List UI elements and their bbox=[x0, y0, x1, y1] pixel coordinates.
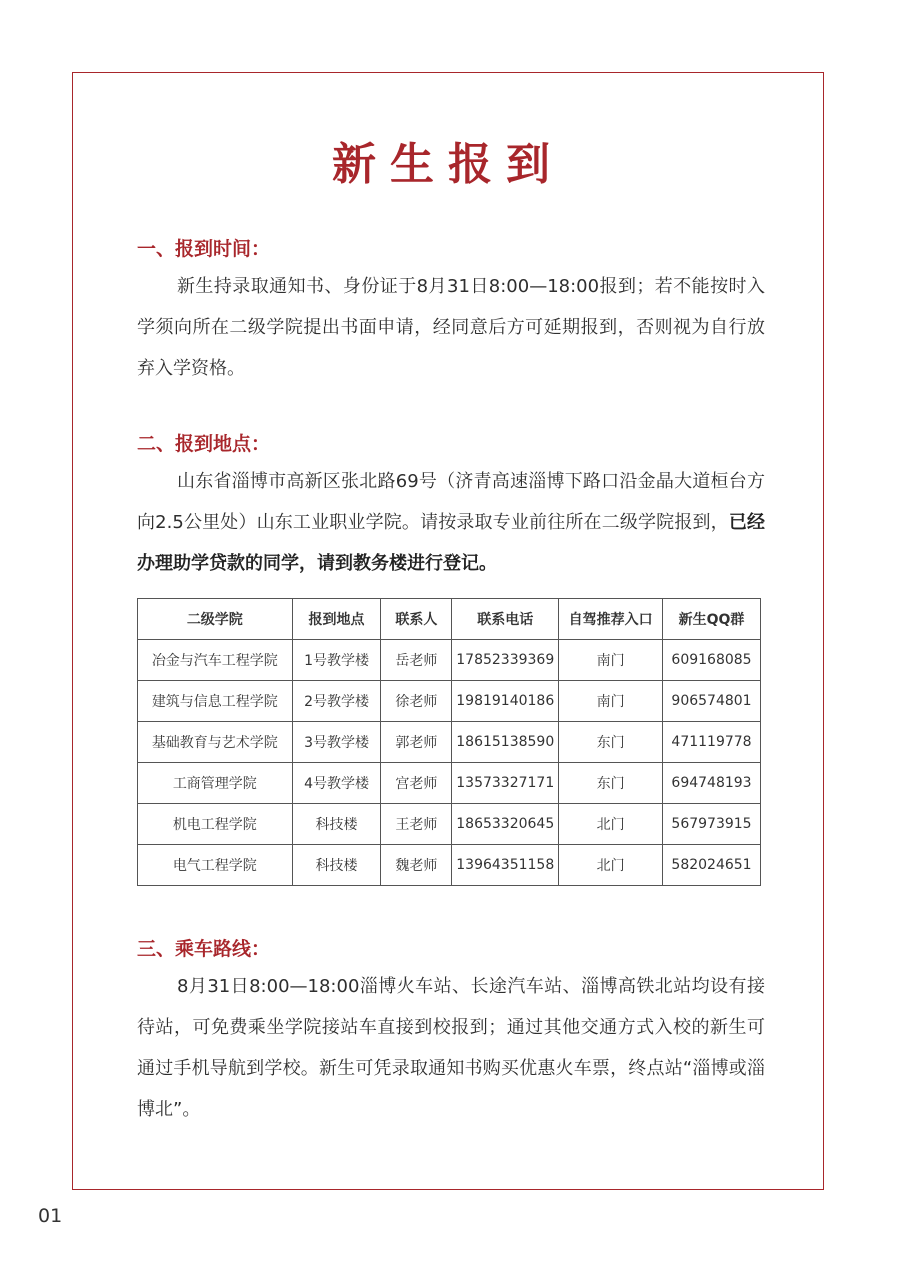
column-header: 自驾推荐入口 bbox=[559, 599, 663, 640]
qq-group-cell: 694748193 bbox=[663, 763, 761, 804]
entrance-cell: 东门 bbox=[559, 763, 663, 804]
section-body-route: 8月31日8:00—18:00淄博火车站、长途汽车站、淄博高铁北站均设有接待站，可免费乘坐学院接站车直接到校报到；通过其他交通方式入校的新生可通过手机导航到学校。新生可凭录取通知书购买优惠火车票，终点站“淄博或淄博北”。 bbox=[137, 976, 765, 1120]
contact-cell: 魏老师 bbox=[381, 845, 452, 886]
phone-cell: 18653320645 bbox=[452, 804, 559, 845]
college-cell: 建筑与信息工程学院 bbox=[138, 681, 293, 722]
entrance-cell: 北门 bbox=[559, 845, 663, 886]
qq-group-cell: 471119778 bbox=[663, 722, 761, 763]
location-text: 山东省淄博市高新区张北路69号（济青高速淄博下路口沿金晶大道桓台方向2.5公里处）山东工业职业学院。请按录取专业前往所在二级学院报到， bbox=[137, 471, 765, 533]
location-cell: 1号教学楼 bbox=[292, 640, 381, 681]
table-header-row bbox=[138, 599, 761, 640]
phone-cell: 18615138590 bbox=[452, 722, 559, 763]
college-cell: 冶金与汽车工程学院 bbox=[138, 640, 293, 681]
location-cell: 2号教学楼 bbox=[292, 681, 381, 722]
table-row bbox=[138, 681, 761, 722]
table-row bbox=[138, 640, 761, 681]
location-cell: 4号教学楼 bbox=[292, 763, 381, 804]
phone-cell: 19819140186 bbox=[452, 681, 559, 722]
page-number: 01 bbox=[38, 1205, 63, 1227]
entrance-cell: 北门 bbox=[559, 804, 663, 845]
location-cell: 3号教学楼 bbox=[292, 722, 381, 763]
college-table bbox=[137, 598, 761, 886]
loan-notice: 已经办理助学贷款的同学，请到教务楼进行登记。 bbox=[137, 512, 766, 574]
qq-group-cell: 567973915 bbox=[663, 804, 761, 845]
qq-group-cell: 582024651 bbox=[663, 845, 761, 886]
contact-cell: 郭老师 bbox=[381, 722, 452, 763]
section-heading-location: 二、报到地点： bbox=[137, 433, 271, 455]
contact-cell: 徐老师 bbox=[381, 681, 452, 722]
location-cell: 科技楼 bbox=[292, 804, 381, 845]
column-header: 二级学院 bbox=[138, 599, 293, 640]
column-header: 新生QQ群 bbox=[663, 599, 761, 640]
contact-cell: 宫老师 bbox=[381, 763, 452, 804]
college-cell: 基础教育与艺术学院 bbox=[138, 722, 293, 763]
contact-cell: 岳老师 bbox=[381, 640, 452, 681]
phone-cell: 17852339369 bbox=[452, 640, 559, 681]
table-row bbox=[138, 763, 761, 804]
table-row bbox=[138, 804, 761, 845]
table-row bbox=[138, 722, 761, 763]
table-row bbox=[138, 845, 761, 886]
column-header: 报到地点 bbox=[292, 599, 381, 640]
college-cell: 工商管理学院 bbox=[138, 763, 293, 804]
phone-cell: 13964351158 bbox=[452, 845, 559, 886]
column-header: 联系电话 bbox=[452, 599, 559, 640]
location-cell: 科技楼 bbox=[292, 845, 381, 886]
entrance-cell: 南门 bbox=[559, 681, 663, 722]
phone-cell: 13573327171 bbox=[452, 763, 559, 804]
entrance-cell: 东门 bbox=[559, 722, 663, 763]
qq-group-cell: 906574801 bbox=[663, 681, 761, 722]
qq-group-cell: 609168085 bbox=[663, 640, 761, 681]
college-cell: 电气工程学院 bbox=[138, 845, 293, 886]
section-heading-route: 三、乘车路线： bbox=[137, 938, 271, 960]
section-body-time: 新生持录取通知书、身份证于8月31日8:00—18:00报到；若不能按时入学须向所在二级学院提出书面申请，经同意后方可延期报到，否则视为自行放弃入学资格。 bbox=[137, 276, 765, 379]
entrance-cell: 南门 bbox=[559, 640, 663, 681]
section-body-location bbox=[137, 461, 765, 584]
contact-cell: 王老师 bbox=[381, 804, 452, 845]
column-header: 联系人 bbox=[381, 599, 452, 640]
page-title: 新生报到 bbox=[332, 139, 564, 190]
section-heading-time: 一、报到时间： bbox=[137, 238, 271, 260]
college-cell: 机电工程学院 bbox=[138, 804, 293, 845]
